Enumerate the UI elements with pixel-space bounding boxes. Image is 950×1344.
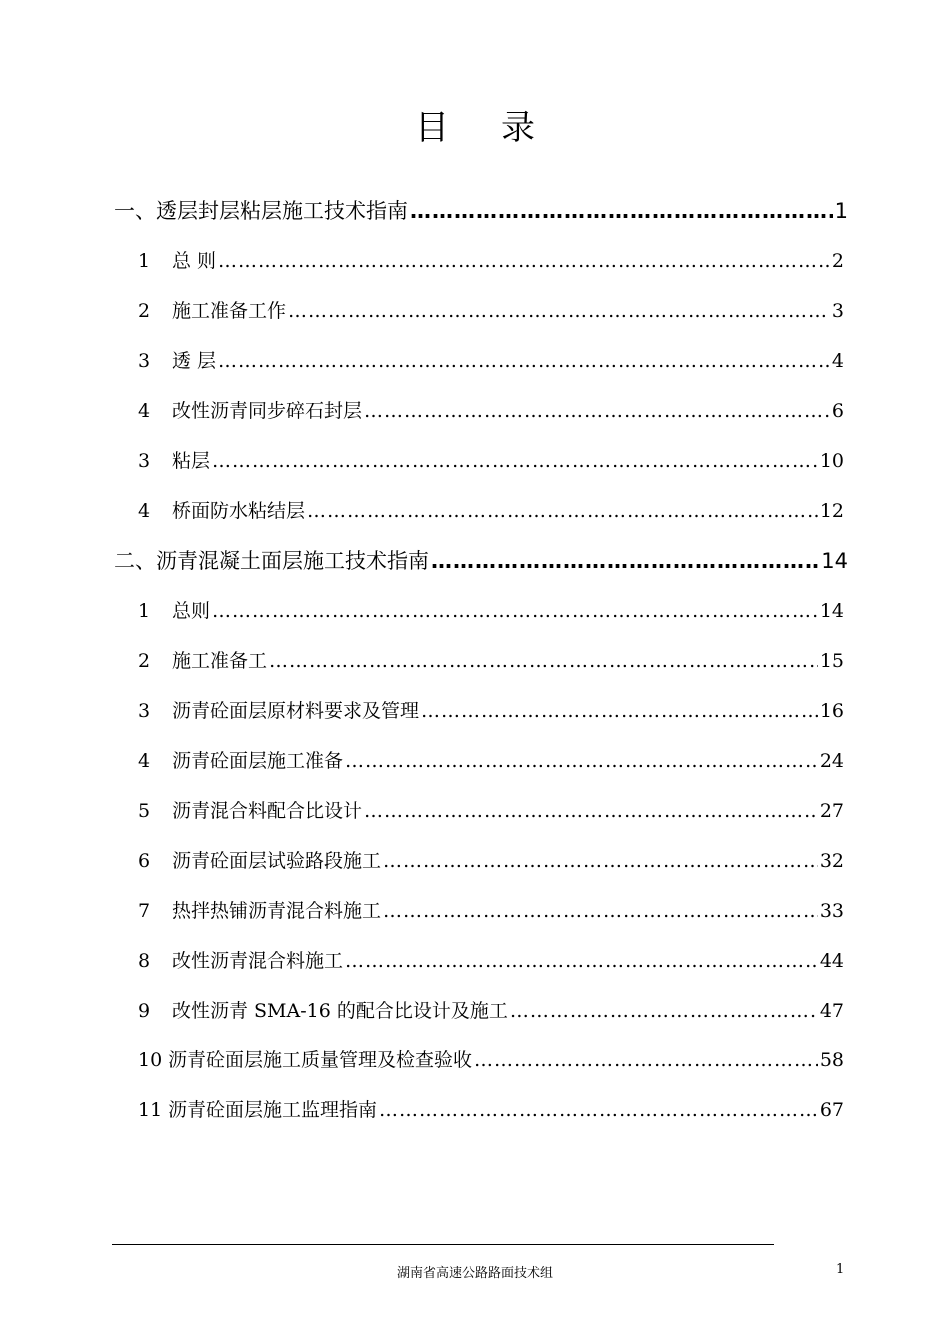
toc-page-number: 67 xyxy=(819,1099,844,1121)
dot-leader xyxy=(383,850,818,872)
toc-item-label: 沥青混合料配合比设计 xyxy=(172,800,363,822)
toc-item[interactable] xyxy=(138,596,844,623)
toc-item-label: 透 层 xyxy=(172,350,217,372)
toc-page-number: 24 xyxy=(819,750,844,772)
toc-item-label: 沥青砼面层试验路段施工 xyxy=(172,850,382,872)
toc-item-number: 2 xyxy=(138,650,151,672)
dot-leader xyxy=(288,300,830,322)
toc-item[interactable] xyxy=(138,1045,844,1072)
dot-leader xyxy=(212,600,818,622)
toc-page-number: 3 xyxy=(831,300,844,322)
toc-page-number: 10 xyxy=(819,450,844,472)
toc-item-label: 热拌热铺沥青混合料施工 xyxy=(172,900,382,922)
toc-item-number: 7 xyxy=(138,900,151,922)
toc-page-number: 27 xyxy=(819,800,844,822)
toc-page-number: 14 xyxy=(819,600,844,622)
toc-item-number: 3 xyxy=(138,700,151,722)
toc-item[interactable] xyxy=(138,696,844,723)
toc-item-number: 5 xyxy=(138,800,151,822)
toc-item[interactable] xyxy=(138,846,844,873)
dot-leader xyxy=(364,800,818,822)
dot-leader xyxy=(410,199,833,223)
toc-item-label: 沥青砼面层施工准备 xyxy=(172,750,344,772)
toc-page-number: 15 xyxy=(819,650,844,672)
toc-item-number: 4 xyxy=(138,500,151,522)
toc-page-number: 33 xyxy=(819,900,844,922)
toc-page-number: 14 xyxy=(821,549,848,573)
footer-organization: 湖南省高速公路路面技术组 xyxy=(396,1266,553,1281)
toc-item-label: 总 则 xyxy=(172,250,217,272)
toc-item[interactable] xyxy=(138,896,844,923)
toc-item[interactable] xyxy=(138,346,844,373)
dot-leader xyxy=(421,700,818,722)
toc-item-label: 粘层 xyxy=(172,450,211,472)
toc-item-number: 1 xyxy=(138,600,151,622)
toc-item-number: 4 xyxy=(138,750,151,772)
toc-item[interactable] xyxy=(138,396,844,423)
toc-page-number: 1 xyxy=(834,199,848,223)
dot-leader xyxy=(345,950,818,972)
toc-item-number: 10 xyxy=(138,1049,163,1071)
title-char-2: 录 xyxy=(501,108,535,148)
toc-item-label: 改性沥青 SMA-16 的配合比设计及施工 xyxy=(172,1000,508,1022)
toc-item-label: 施工准备工 xyxy=(172,650,268,672)
dot-leader xyxy=(364,400,830,422)
toc-item[interactable] xyxy=(138,246,844,273)
footer-page-number: 1 xyxy=(836,1262,845,1277)
dot-leader xyxy=(474,1049,818,1071)
dot-leader xyxy=(431,549,819,573)
toc-item-number: 6 xyxy=(138,850,151,872)
toc-item-number: 4 xyxy=(138,400,151,422)
toc-item-label: 沥青砼面层施工质量管理及检查验收 xyxy=(168,1049,473,1071)
toc-page-number: 12 xyxy=(819,500,844,522)
dot-leader xyxy=(379,1099,818,1121)
toc-item-label: 桥面防水粘结层 xyxy=(172,500,306,522)
dot-leader xyxy=(307,500,818,522)
toc-page-number: 4 xyxy=(831,350,844,372)
dot-leader xyxy=(383,900,818,922)
dot-leader xyxy=(510,1000,818,1022)
toc-item[interactable] xyxy=(138,446,844,473)
page-title xyxy=(0,100,950,149)
toc-item-label: 沥青砼面层原材料要求及管理 xyxy=(172,700,420,722)
toc-item[interactable] xyxy=(138,496,844,523)
toc-item-number: 3 xyxy=(138,450,151,472)
toc-item[interactable] xyxy=(138,746,844,773)
toc-item-number: 9 xyxy=(138,1000,151,1022)
toc-page-number: 47 xyxy=(819,1000,844,1022)
toc-page-number: 16 xyxy=(819,700,844,722)
title-char-1: 目 xyxy=(415,108,449,148)
dot-leader xyxy=(345,750,818,772)
toc-item[interactable] xyxy=(138,996,844,1023)
toc-item-label: 改性沥青同步碎石封层 xyxy=(172,400,363,422)
footer-divider xyxy=(112,1244,774,1245)
toc-item-label: 总则 xyxy=(172,600,211,622)
toc-page-number: 58 xyxy=(819,1049,844,1071)
toc-page-number: 32 xyxy=(819,850,844,872)
toc-item[interactable] xyxy=(138,946,844,973)
toc-item[interactable] xyxy=(138,1095,844,1122)
toc-item[interactable] xyxy=(138,646,844,673)
toc-page-number: 44 xyxy=(819,950,844,972)
toc-item-number: 8 xyxy=(138,950,151,972)
toc-item[interactable] xyxy=(138,296,844,323)
toc-item-number: 11 xyxy=(138,1099,163,1121)
toc-section-label: 二、沥青混凝土面层施工技术指南 xyxy=(114,549,429,573)
dot-leader xyxy=(218,350,830,372)
toc-section-2[interactable] xyxy=(114,545,848,575)
toc-item[interactable] xyxy=(138,796,844,823)
toc-item-number: 2 xyxy=(138,300,151,322)
toc-item-number: 1 xyxy=(138,250,151,272)
toc-item-label: 沥青砼面层施工监理指南 xyxy=(168,1099,378,1121)
toc-section-1[interactable] xyxy=(114,195,848,225)
toc-page-number: 6 xyxy=(831,400,844,422)
toc-section-label: 一、透层封层粘层施工技术指南 xyxy=(114,199,408,223)
dot-leader xyxy=(269,650,818,672)
toc-item-label: 施工准备工作 xyxy=(172,300,287,322)
toc-item-label: 改性沥青混合料施工 xyxy=(172,950,344,972)
dot-leader xyxy=(212,450,818,472)
toc-item-number: 3 xyxy=(138,350,151,372)
toc-page-number: 2 xyxy=(831,250,844,272)
dot-leader xyxy=(218,250,830,272)
